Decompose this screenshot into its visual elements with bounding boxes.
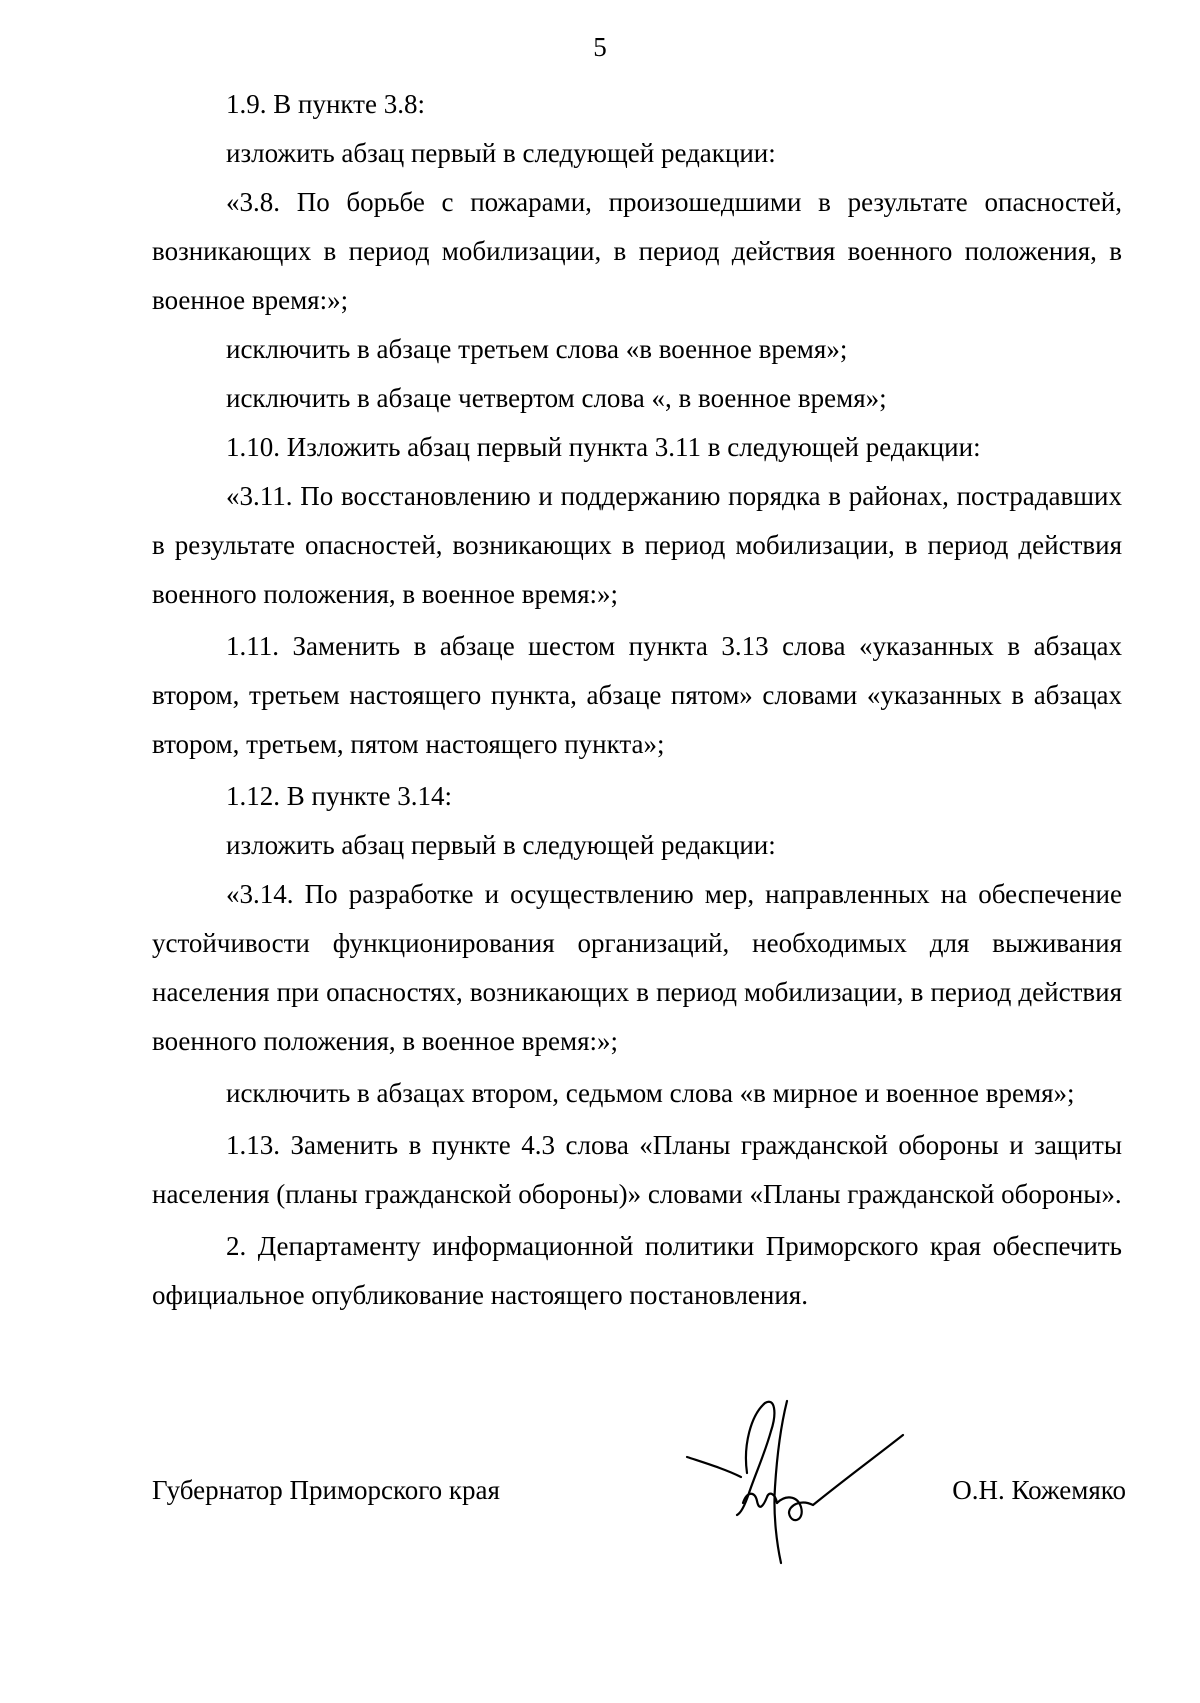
signature-block xyxy=(152,1470,1126,1510)
handwritten-signature xyxy=(685,1395,905,1565)
document-body xyxy=(152,80,1122,1320)
paragraph-1-10: 1.10. Изложить абзац первый пункта 3.11 в следующей редакции: xyxy=(226,432,981,462)
paragraph-1-9: 1.9. В пункте 3.8: xyxy=(226,89,425,119)
signatory-position: Губернатор Приморского края xyxy=(152,1475,500,1505)
paragraph-1-11: 1.11. Заменить в абзаце шестом пункта 3.13 слова «указанных в абзацах втором, третьем настоящего пункта, абзаце пятом» словами «указанных в абзацах втором, третьем, пятом настоящего пункта»; xyxy=(152,631,1122,759)
paragraph-exclude-fourth: исключить в абзаце четвертом слова «, в военное время»; xyxy=(226,383,887,413)
paragraph-1-13: 1.13. Заменить в пункте 4.3 слова «Планы гражданской обороны и защиты населения (планы гражданской обороны)» словами «Планы гражданской обороны». xyxy=(152,1130,1122,1209)
page-number: 5 xyxy=(593,32,607,62)
paragraph-1-9-edit: изложить абзац первый в следующей редакции: xyxy=(226,138,776,168)
paragraph-1-12: 1.12. В пункте 3.14: xyxy=(226,781,452,811)
paragraph-3-8-text: «3.8. По борьбе с пожарами, произошедшими в результате опасностей, возникающих в период мобилизации, в период действия военного положения, в военное время:»; xyxy=(152,187,1122,315)
paragraph-1-12-edit: изложить абзац первый в следующей редакции: xyxy=(226,830,776,860)
signatory-name: О.Н. Кожемяко xyxy=(952,1475,1126,1505)
paragraph-exclude-second-seventh: исключить в абзацах втором, седьмом слова «в мирное и военное время»; xyxy=(226,1078,1075,1108)
paragraph-2: 2. Департаменту информационной политики Приморского края обеспечить официальное опубликование настоящего постановления. xyxy=(152,1231,1122,1310)
paragraph-3-14-text: «3.14. По разработке и осуществлению мер, направленных на обеспечение устойчивости функционирования организаций, необходимых для выживания населения при опасностях, возникающих в период мобилизации, в период действия военного положения, в военное время:»; xyxy=(152,879,1122,1056)
paragraph-exclude-third: исключить в абзаце третьем слова «в военное время»; xyxy=(226,334,848,364)
paragraph-3-11-text: «3.11. По восстановлению и поддержанию порядка в районах, пострадавших в результате опасностей, возникающих в период мобилизации, в период действия военного положения, в военное время:»; xyxy=(152,481,1122,609)
